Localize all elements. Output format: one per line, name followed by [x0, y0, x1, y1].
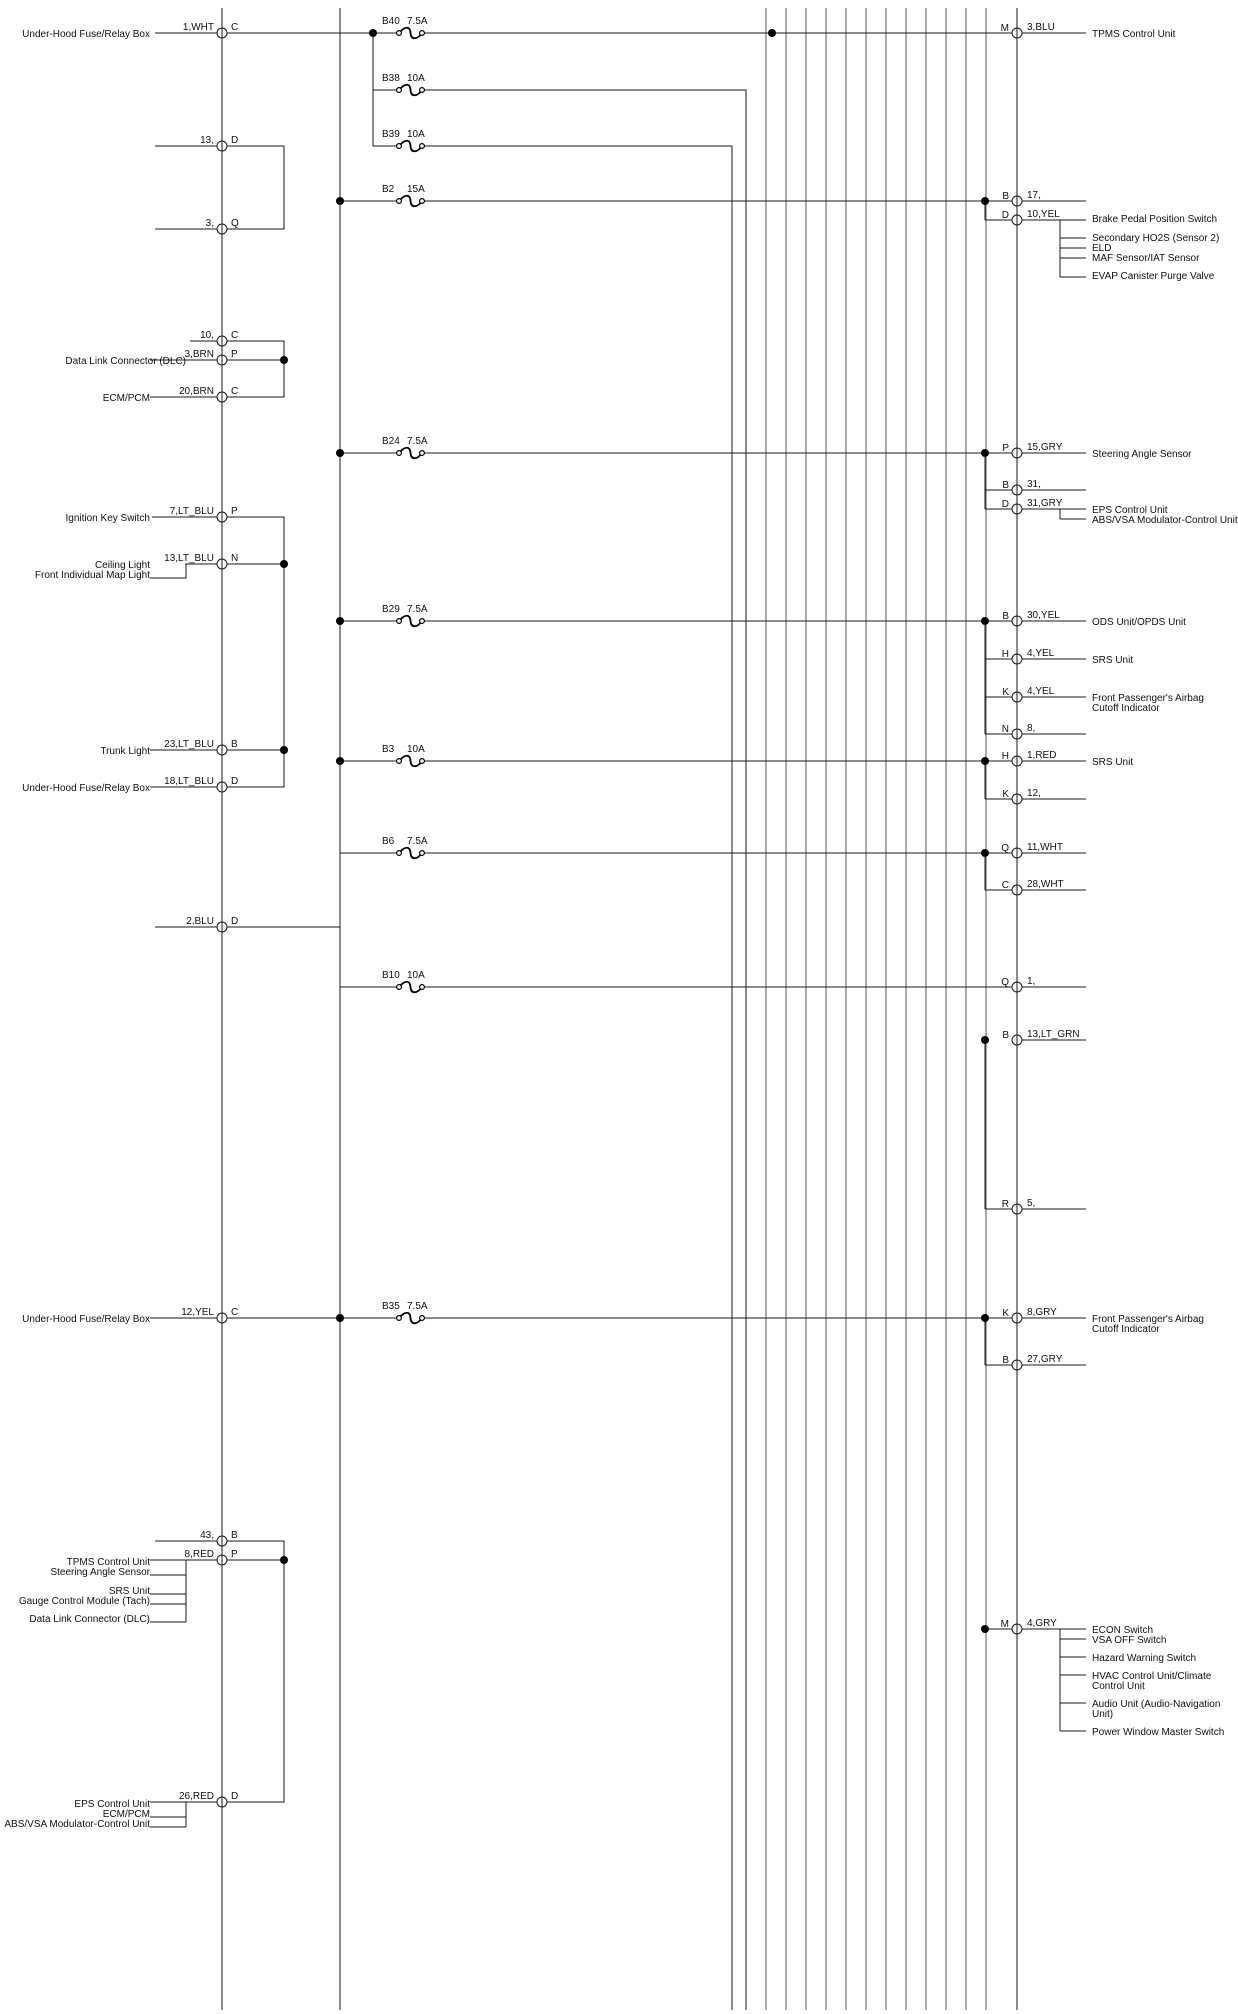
connector-symbol — [1012, 28, 1022, 38]
junction-dot — [280, 560, 288, 568]
connector-symbol — [217, 1555, 227, 1565]
right-label: Cutoff Indicator — [1092, 1324, 1160, 1335]
right-pin-number: 8,GRY — [1027, 1307, 1057, 1318]
fuse-name: B3 — [382, 744, 395, 755]
right-label: Steering Angle Sensor — [1092, 449, 1192, 460]
fuse-terminal — [397, 31, 402, 36]
fuse-terminal — [420, 851, 425, 856]
right-pin-number: 1, — [1027, 976, 1036, 987]
connector-symbol — [217, 141, 227, 151]
connector-symbol — [217, 512, 227, 522]
fuse-name: B29 — [382, 604, 400, 615]
right-pin-number: 12, — [1027, 788, 1041, 799]
right-pin-letter: H — [1001, 751, 1009, 762]
right-pin-letter: C — [1001, 880, 1009, 891]
fuse-name: B39 — [382, 129, 400, 140]
junction-dot — [768, 29, 776, 37]
left-pin-letter: C — [231, 330, 239, 341]
left-label: ECM/PCM — [102, 1809, 150, 1820]
connector-symbol — [217, 224, 227, 234]
right-label: EVAP Canister Purge Valve — [1092, 271, 1215, 282]
right-pin-number: 4,YEL — [1027, 648, 1055, 659]
right-pin-number: 3,BLU — [1027, 22, 1055, 33]
left-pin-letter: N — [231, 553, 239, 564]
right-label: Audio Unit (Audio-Navigation — [1092, 1699, 1221, 1710]
fuse-rating: 7.5A — [407, 604, 428, 615]
fuse-rating: 7.5A — [407, 1301, 428, 1312]
left-label: Gauge Control Module (Tach) — [18, 1596, 150, 1607]
connector-symbol — [217, 745, 227, 755]
fuse-rating: 10A — [407, 73, 425, 84]
left-pin-letter: C — [231, 1307, 239, 1318]
fuse-element — [399, 28, 422, 39]
right-pin-number: 27,GRY — [1027, 1354, 1063, 1365]
junction-dot — [336, 1314, 344, 1322]
left-label: EPS Control Unit — [74, 1799, 150, 1810]
connector-symbol — [217, 782, 227, 792]
labels — [4, 16, 1237, 1830]
connector-symbol — [1012, 885, 1022, 895]
junction-dot — [280, 356, 288, 364]
connectors-and-fuses — [217, 28, 1022, 1807]
fuse-terminal — [420, 88, 425, 93]
right-label: VSA OFF Switch — [1092, 1635, 1167, 1646]
fuse-terminal — [397, 759, 402, 764]
right-pin-letter: B — [1002, 1030, 1009, 1041]
right-label: Front Passenger's Airbag — [1092, 1314, 1204, 1325]
left-pin-number: 18,LT_BLU — [164, 776, 214, 787]
connector-symbol — [1012, 1624, 1022, 1634]
fuse-name: B35 — [382, 1301, 400, 1312]
connector-symbol — [217, 355, 227, 365]
connector-symbol — [1012, 729, 1022, 739]
fuse-name: B6 — [382, 836, 395, 847]
left-label: SRS Unit — [108, 1586, 150, 1597]
fuse-symbol — [397, 141, 425, 152]
junction-dot — [981, 757, 989, 765]
left-pin-number: 10, — [200, 330, 214, 341]
fuse-symbol — [397, 196, 425, 207]
left-pin-number: 20,BRN — [178, 386, 214, 397]
junction-dot — [336, 757, 344, 765]
fuse-terminal — [397, 144, 402, 149]
right-pin-letter: N — [1001, 724, 1009, 735]
connector-symbol — [1012, 1360, 1022, 1370]
left-pin-letter: P — [231, 349, 238, 360]
right-label: Brake Pedal Position Switch — [1092, 214, 1218, 225]
left-pin-number: 13,LT_BLU — [164, 553, 214, 564]
right-label: ECON Switch — [1092, 1625, 1154, 1636]
right-label: SRS Unit — [1092, 757, 1134, 768]
fuse-rating: 7.5A — [407, 436, 428, 447]
connector-symbol — [1012, 1035, 1022, 1045]
fuse-element — [399, 616, 422, 627]
fuse-rating: 7.5A — [407, 16, 428, 27]
right-pin-number: 4,GRY — [1027, 1618, 1057, 1629]
junction-dot — [336, 617, 344, 625]
fuse-element — [399, 85, 422, 96]
connector-symbol — [1012, 982, 1022, 992]
right-pin-letter: K — [1002, 1308, 1009, 1319]
left-label: Ceiling Light — [94, 560, 150, 571]
connector-symbol — [217, 922, 227, 932]
left-pin-letter: P — [231, 1549, 238, 1560]
fuse-rating: 15A — [407, 184, 425, 195]
right-label: ABS/VSA Modulator-Control Unit — [1092, 515, 1238, 526]
fuse-terminal — [420, 1316, 425, 1321]
left-pin-number: 23,LT_BLU — [164, 739, 214, 750]
right-pin-number: 28,WHT — [1027, 879, 1064, 890]
splice-wire — [227, 146, 284, 229]
right-pin-letter: M — [1000, 1619, 1009, 1630]
right-pin-number: 31, — [1027, 479, 1041, 490]
right-pin-number: 10,YEL — [1027, 209, 1060, 220]
connector-symbol — [1012, 196, 1022, 206]
left-pin-number: 2,BLU — [186, 916, 214, 927]
fuse-terminal — [420, 619, 425, 624]
junction-dot — [981, 197, 989, 205]
right-pin-letter: K — [1002, 687, 1009, 698]
left-pin-number: 12,YEL — [181, 1307, 214, 1318]
fuse-rating: 10A — [407, 744, 425, 755]
junction-dot — [981, 849, 989, 857]
connector-symbol — [217, 1536, 227, 1546]
left-pin-number: 13, — [200, 135, 214, 146]
right-pin-letter: M — [1000, 23, 1009, 34]
right-pin-number: 31,GRY — [1027, 498, 1063, 509]
connector-symbol — [1012, 794, 1022, 804]
fuse-symbol — [397, 616, 425, 627]
left-label: ECM/PCM — [102, 393, 150, 404]
connector-symbol — [217, 1797, 227, 1807]
connector-symbol — [217, 28, 227, 38]
right-label: Power Window Master Switch — [1092, 1727, 1225, 1738]
left-label: ABS/VSA Modulator-Control Unit — [4, 1819, 150, 1830]
fuse-terminal — [397, 88, 402, 93]
fuse-symbol — [397, 28, 425, 39]
left-label: Trunk Light — [100, 746, 150, 757]
right-pin-number: 13,LT_GRN — [1027, 1029, 1080, 1040]
fuse-rating: 10A — [407, 970, 425, 981]
fuse-name: B2 — [382, 184, 395, 195]
right-label: HVAC Control Unit/Climate — [1092, 1671, 1212, 1682]
connector-symbol — [1012, 1204, 1022, 1214]
fuse-name: B10 — [382, 970, 400, 981]
fuse-element — [399, 848, 422, 859]
connector-symbol — [1012, 692, 1022, 702]
left-label: Ignition Key Switch — [65, 513, 150, 524]
right-pin-letter: Q — [1001, 843, 1009, 854]
connector-symbol — [1012, 616, 1022, 626]
junction-dot — [280, 1556, 288, 1564]
left-label: Front Individual Map Light — [34, 570, 150, 581]
right-pin-letter: B — [1002, 480, 1009, 491]
left-label: Under-Hood Fuse/Relay Box — [22, 783, 150, 794]
wire — [422, 90, 746, 2010]
branch-wire — [150, 564, 186, 578]
left-pin-letter: P — [231, 506, 238, 517]
fuse-rating: 10A — [407, 129, 425, 140]
fuse-element — [399, 196, 422, 207]
left-pin-number: 3,BRN — [184, 349, 214, 360]
connector-symbol — [1012, 485, 1022, 495]
wires — [150, 8, 1086, 2010]
right-pin-letter: D — [1001, 499, 1009, 510]
right-pin-letter: P — [1002, 443, 1009, 454]
right-pin-letter: R — [1001, 1199, 1009, 1210]
junction-dot — [336, 449, 344, 457]
fuse-name: B40 — [382, 16, 400, 27]
wire — [422, 146, 732, 2010]
left-pin-number: 8,RED — [184, 1549, 214, 1560]
junction-dot — [280, 746, 288, 754]
fuse-symbol — [397, 848, 425, 859]
fuse-element — [399, 982, 422, 993]
fuse-rating: 7.5A — [407, 836, 428, 847]
left-pin-number: 26,RED — [178, 1791, 214, 1802]
junction-dot — [336, 197, 344, 205]
fuse-terminal — [397, 199, 402, 204]
left-label: Data Link Connector (DLC) — [29, 1614, 150, 1625]
right-label: ELD — [1092, 243, 1112, 254]
fuse-symbol — [397, 1313, 425, 1324]
left-pin-letter: D — [231, 916, 239, 927]
fuse-name: B24 — [382, 436, 400, 447]
right-pin-number: 4,YEL — [1027, 686, 1055, 697]
left-pin-letter: B — [231, 739, 238, 750]
right-pin-number: 17, — [1027, 190, 1041, 201]
fuse-symbol — [397, 448, 425, 459]
fuse-terminal — [420, 31, 425, 36]
fuse-terminal — [420, 985, 425, 990]
connector-symbol — [1012, 1313, 1022, 1323]
right-pin-number: 5, — [1027, 1198, 1036, 1209]
fuse-symbol — [397, 756, 425, 767]
right-label: MAF Sensor/IAT Sensor — [1092, 253, 1200, 264]
left-pin-letter: C — [231, 22, 239, 33]
connector-symbol — [1012, 215, 1022, 225]
left-label: Under-Hood Fuse/Relay Box — [22, 1314, 150, 1325]
connector-symbol — [217, 336, 227, 346]
fuse-terminal — [397, 851, 402, 856]
connector-symbol — [1012, 756, 1022, 766]
branch-wire — [150, 1560, 186, 1575]
junction-dot — [981, 1036, 989, 1044]
right-label: Unit) — [1092, 1709, 1114, 1720]
right-pin-number: 15,GRY — [1027, 442, 1063, 453]
fuse-element — [399, 141, 422, 152]
right-label: Hazard Warning Switch — [1092, 1653, 1197, 1664]
connector-symbol — [1012, 654, 1022, 664]
right-label: ODS Unit/OPDS Unit — [1092, 617, 1186, 628]
junction-dot — [981, 1314, 989, 1322]
right-label: Front Passenger's Airbag — [1092, 693, 1204, 704]
right-pin-letter: D — [1001, 210, 1009, 221]
left-pin-letter: D — [231, 1791, 239, 1802]
fuse-terminal — [420, 759, 425, 764]
fuse-symbol — [397, 85, 425, 96]
connector-symbol — [217, 1313, 227, 1323]
left-pin-letter: D — [231, 776, 239, 787]
left-label: Data Link Connector (DLC) — [65, 356, 186, 367]
fuse-terminal — [397, 985, 402, 990]
right-label: Secondary HO2S (Sensor 2) — [1092, 233, 1220, 244]
connector-symbol — [1012, 448, 1022, 458]
right-pin-letter: Q — [1001, 977, 1009, 988]
left-label: Steering Angle Sensor — [50, 1567, 150, 1578]
right-pin-letter: B — [1002, 1355, 1009, 1366]
left-pin-number: 1,WHT — [182, 22, 214, 33]
junction-dot — [369, 29, 377, 37]
fuse-terminal — [397, 619, 402, 624]
left-pin-number: 7,LT_BLU — [169, 506, 214, 517]
right-pin-letter: B — [1002, 611, 1009, 622]
fuse-symbol — [397, 982, 425, 993]
connector-symbol — [1012, 848, 1022, 858]
splice-wire — [227, 1541, 284, 1802]
right-pin-letter: B — [1002, 191, 1009, 202]
left-pin-letter: Q — [231, 218, 239, 229]
fuse-terminal — [397, 1316, 402, 1321]
fuse-terminal — [420, 451, 425, 456]
left-pin-number: 3, — [205, 218, 214, 229]
junction-dot — [981, 617, 989, 625]
fuse-terminal — [397, 451, 402, 456]
wire — [227, 927, 340, 987]
fuse-name: B38 — [382, 73, 400, 84]
fuse-element — [399, 1313, 422, 1324]
left-label: Under-Hood Fuse/Relay Box — [22, 29, 150, 40]
left-pin-letter: D — [231, 135, 239, 146]
right-label: TPMS Control Unit — [1092, 29, 1176, 40]
left-label: TPMS Control Unit — [66, 1557, 150, 1568]
right-pin-number: 30,YEL — [1027, 610, 1060, 621]
right-label: Control Unit — [1092, 1681, 1145, 1692]
junction-dot — [981, 449, 989, 457]
connector-symbol — [217, 559, 227, 569]
connector-symbol — [1012, 504, 1022, 514]
right-label: EPS Control Unit — [1092, 505, 1168, 516]
right-pin-letter: K — [1002, 789, 1009, 800]
right-label: SRS Unit — [1092, 655, 1134, 666]
fuse-element — [399, 448, 422, 459]
fuse-terminal — [420, 144, 425, 149]
right-pin-number: 1,RED — [1027, 750, 1057, 761]
right-pin-number: 11,WHT — [1027, 842, 1063, 853]
fuse-terminal — [420, 199, 425, 204]
right-pin-letter: H — [1001, 649, 1009, 660]
fuse-element — [399, 756, 422, 767]
left-pin-letter: B — [231, 1530, 238, 1541]
left-pin-letter: C — [231, 386, 239, 397]
junction-dot — [981, 1625, 989, 1633]
left-pin-number: 43, — [200, 1530, 214, 1541]
connector-symbol — [217, 392, 227, 402]
right-label: Cutoff Indicator — [1092, 703, 1160, 714]
right-pin-number: 8, — [1027, 723, 1036, 734]
